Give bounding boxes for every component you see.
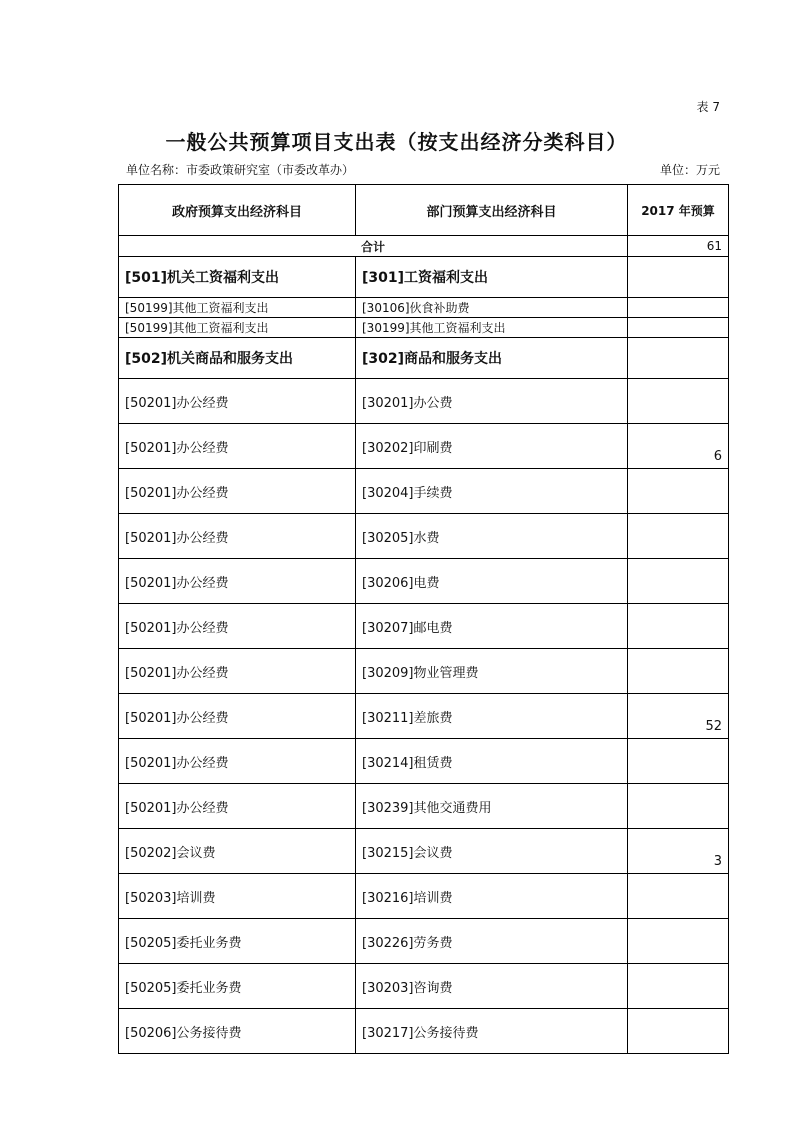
- row-dept: [30203]咨询费: [356, 964, 628, 1009]
- cat-dept: [302]商品和服务支出: [356, 338, 628, 379]
- table-number: 表 7: [696, 100, 720, 114]
- table-row: [119, 784, 729, 829]
- unit-measure: 单位：万元: [659, 163, 720, 177]
- row-gov: [50201]办公经费: [119, 514, 356, 559]
- row-gov: [50203]培训费: [119, 874, 356, 919]
- row-gov: [50201]办公经费: [119, 694, 356, 739]
- cat-amount: [628, 257, 729, 298]
- row-dept: [30201]办公费: [356, 379, 628, 424]
- row-dept: [30205]水费: [356, 514, 628, 559]
- row-dept: [30199]其他工资福利支出: [356, 318, 628, 338]
- total-label: 合计: [119, 236, 628, 257]
- row-amount: [628, 784, 729, 829]
- total-amount: 61: [628, 236, 729, 257]
- total-row: [119, 236, 729, 257]
- row-dept: [30215]会议费: [356, 829, 628, 874]
- row-gov: [50199]其他工资福利支出: [119, 298, 356, 318]
- row-gov: [50201]办公经费: [119, 469, 356, 514]
- row-amount: [628, 739, 729, 784]
- row-gov: [50201]办公经费: [119, 649, 356, 694]
- category-row-502: [119, 338, 729, 379]
- row-amount: [628, 559, 729, 604]
- row-dept: [30239]其他交通费用: [356, 784, 628, 829]
- cat-gov: [501]机关工资福利支出: [119, 257, 356, 298]
- row-gov: [50205]委托业务费: [119, 919, 356, 964]
- table-row: [119, 649, 729, 694]
- cat-dept: [301]工资福利支出: [356, 257, 628, 298]
- row-gov: [50199]其他工资福利支出: [119, 318, 356, 338]
- table-row: [119, 298, 729, 318]
- row-amount: [628, 318, 729, 338]
- row-dept: [30211]差旅费: [356, 694, 628, 739]
- row-dept: [30216]培训费: [356, 874, 628, 919]
- row-gov: [50205]委托业务费: [119, 964, 356, 1009]
- table-row: [119, 829, 729, 874]
- table-row: [119, 514, 729, 559]
- row-amount: [628, 379, 729, 424]
- header-dept-category: 部门预算支出经济科目: [356, 185, 628, 236]
- table-row: [119, 469, 729, 514]
- row-dept: [30202]印刷费: [356, 424, 628, 469]
- row-dept: [30217]公务接待费: [356, 1009, 628, 1054]
- table-row: [119, 874, 729, 919]
- row-gov: [50201]办公经费: [119, 424, 356, 469]
- row-gov: [50201]办公经费: [119, 559, 356, 604]
- table-row: [119, 694, 729, 739]
- row-amount: [628, 874, 729, 919]
- row-gov: [50201]办公经费: [119, 604, 356, 649]
- row-amount: [628, 514, 729, 559]
- row-amount: 52: [628, 694, 729, 739]
- table-header-row: [119, 185, 729, 236]
- cat-amount: [628, 338, 729, 379]
- page-title: 一般公共预算项目支出表（按支出经济分类科目）: [165, 130, 628, 154]
- row-amount: [628, 469, 729, 514]
- row-amount: [628, 1009, 729, 1054]
- row-gov: [50201]办公经费: [119, 739, 356, 784]
- table-row: [119, 604, 729, 649]
- row-dept: [30106]伙食补助费: [356, 298, 628, 318]
- category-row-501: [119, 257, 729, 298]
- row-amount: [628, 604, 729, 649]
- table-row: [119, 1009, 729, 1054]
- row-dept: [30226]劳务费: [356, 919, 628, 964]
- budget-table: [118, 184, 729, 1054]
- header-budget-2017: 2017 年预算: [628, 185, 729, 236]
- row-dept: [30207]邮电费: [356, 604, 628, 649]
- row-amount: [628, 298, 729, 318]
- row-gov: [50201]办公经费: [119, 379, 356, 424]
- row-gov: [50202]会议费: [119, 829, 356, 874]
- row-dept: [30214]租赁费: [356, 739, 628, 784]
- table-row: [119, 424, 729, 469]
- table-row: [119, 964, 729, 1009]
- row-gov: [50201]办公经费: [119, 784, 356, 829]
- row-dept: [30209]物业管理费: [356, 649, 628, 694]
- row-amount: [628, 964, 729, 1009]
- row-dept: [30204]手续费: [356, 469, 628, 514]
- row-dept: [30206]电费: [356, 559, 628, 604]
- row-amount: 6: [628, 424, 729, 469]
- row-gov: [50206]公务接待费: [119, 1009, 356, 1054]
- row-amount: 3: [628, 829, 729, 874]
- row-amount: [628, 919, 729, 964]
- table-row: [119, 559, 729, 604]
- table-row: [119, 919, 729, 964]
- table-row: [119, 379, 729, 424]
- header-gov-category: 政府预算支出经济科目: [119, 185, 356, 236]
- row-amount: [628, 649, 729, 694]
- table-row: [119, 318, 729, 338]
- table-row: [119, 739, 729, 784]
- unit-name: 单位名称：市委政策研究室（市委改革办）: [126, 163, 355, 177]
- cat-gov: [502]机关商品和服务支出: [119, 338, 356, 379]
